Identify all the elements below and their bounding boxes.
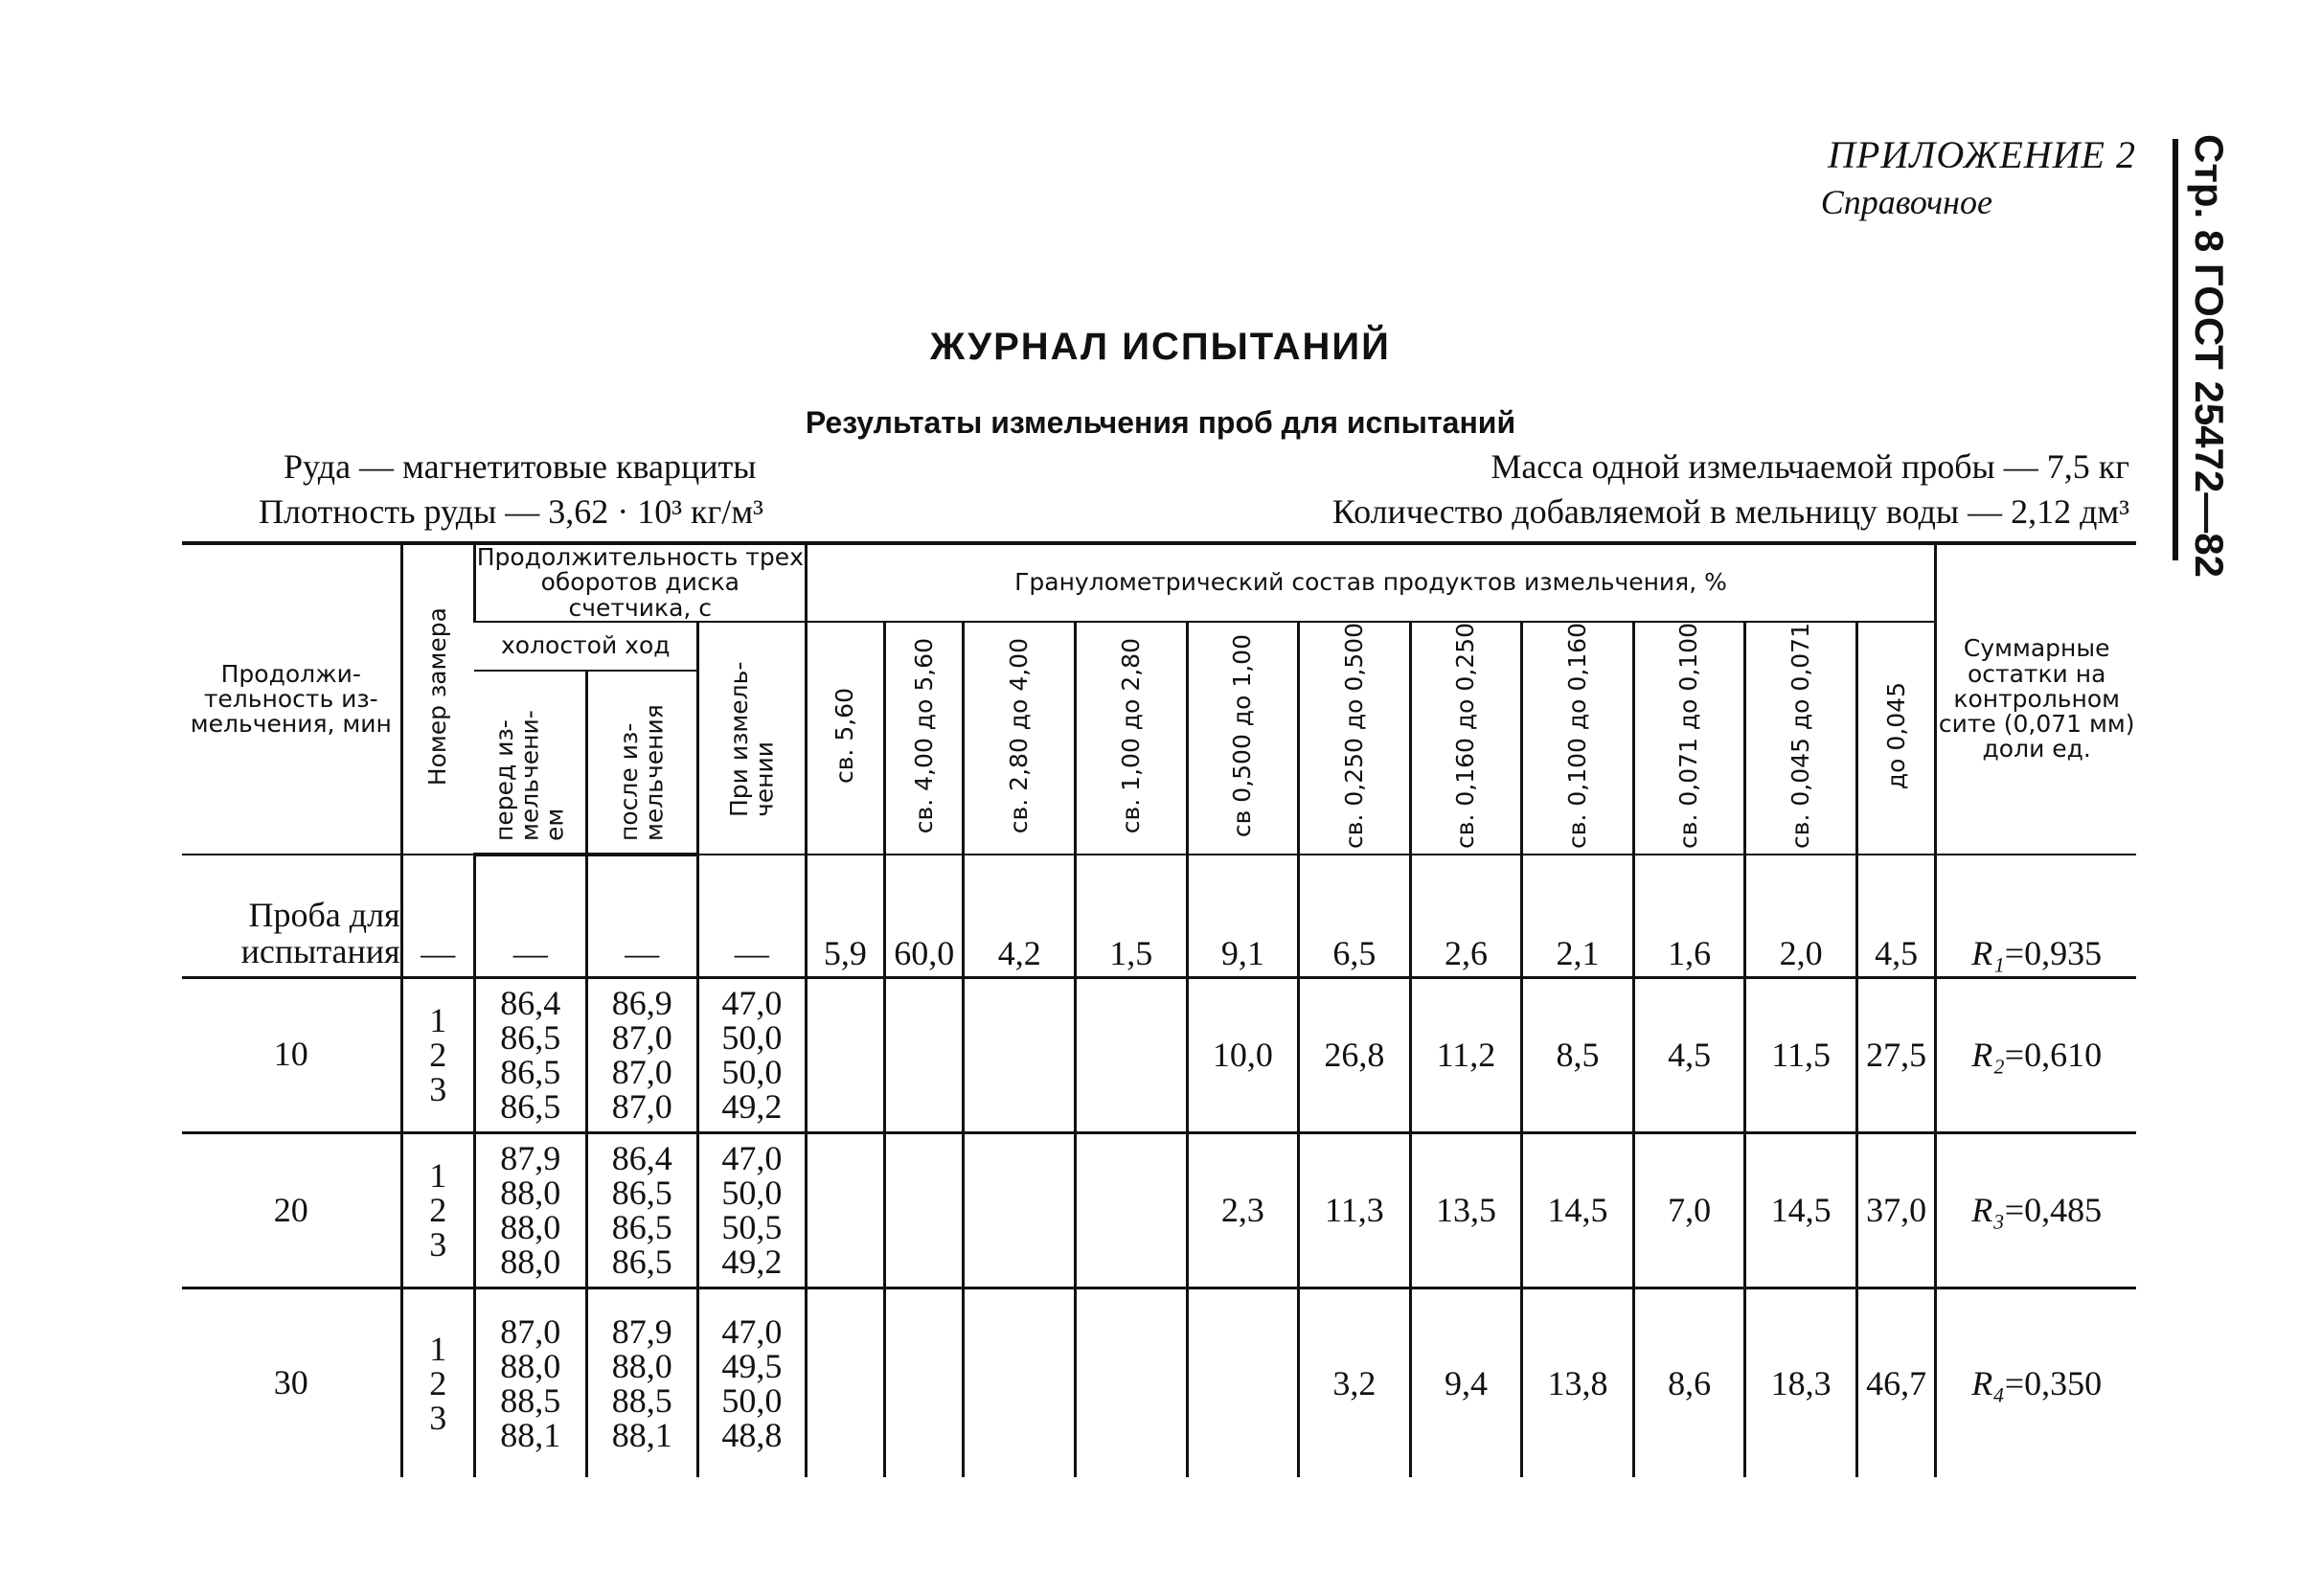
fraction-cell: 8,5 <box>1522 977 1634 1132</box>
row-label: 20 <box>182 1132 401 1288</box>
fraction-cell: 9,4 <box>1410 1288 1522 1477</box>
water-amount: Количество добавляемой в мельницу воды — 2,12 дм³ <box>1331 492 2129 531</box>
fraction-cell: 2,6 <box>1410 855 1522 977</box>
residue-symbol: R₂ <box>1971 1036 2005 1075</box>
residue-value <box>1936 1132 2136 1288</box>
fraction-cell <box>1187 1288 1299 1477</box>
during-stack: 47,0 50,0 50,5 49,2 <box>698 1132 807 1288</box>
before-value: — <box>474 855 586 977</box>
header-idle: холостой ход <box>474 622 697 672</box>
measure-number-stack: 1 2 3 <box>401 1288 474 1477</box>
after-stack: 87,9 88,0 88,5 88,1 <box>586 1288 698 1477</box>
header-fraction-3: св. 2,80 до 4,00 <box>964 622 1076 855</box>
residue-number: =0,485 <box>2004 1191 2103 1230</box>
header-fraction-6: св. 0,250 до 0,500 <box>1299 622 1411 855</box>
header-during: При измель-чении <box>698 622 807 855</box>
test-journal-table <box>182 541 2136 1477</box>
before-stack: 87,0 88,0 88,5 88,1 <box>474 1288 586 1477</box>
sample-mass: Масса одной измельчаемой пробы — 7,5 кг <box>1490 447 2129 486</box>
header-granulometric: Гранулометрический состав продуктов измельчения, % <box>806 543 1936 622</box>
fraction-cell: 1,6 <box>1633 855 1745 977</box>
header-residue: Суммарные остатки на контрольном сите (0,071 мм) доли ед. <box>1936 543 2136 855</box>
residue-value <box>1936 1288 2136 1477</box>
document-title: ЖУРНАЛ ИСПЫТАНИЙ <box>930 326 1391 368</box>
row-label: 10 <box>182 977 401 1132</box>
fraction-cell: 26,8 <box>1299 977 1411 1132</box>
fraction-cell <box>964 1132 1076 1288</box>
residue-symbol: R₁ <box>1971 933 2005 972</box>
fraction-cell: 27,5 <box>1856 977 1935 1132</box>
header-measurement: Номер замера <box>401 543 474 855</box>
fraction-cell: 13,8 <box>1522 1288 1634 1477</box>
fraction-cell: 4,5 <box>1633 977 1745 1132</box>
fraction-cell <box>1075 977 1187 1132</box>
fraction-cell: 60,0 <box>885 855 964 977</box>
fraction-cell: 10,0 <box>1187 977 1299 1132</box>
header-fraction-4: св. 1,00 до 2,80 <box>1075 622 1187 855</box>
side-page-label: Стр. 8 ГОСТ 25472—82 <box>2187 134 2232 578</box>
residue-number: =0,935 <box>2004 933 2103 972</box>
residue-number: =0,350 <box>2004 1364 2103 1402</box>
fraction-cell: 3,2 <box>1299 1288 1411 1477</box>
header-fraction-1: св. 5,60 <box>806 622 884 855</box>
residue-number: =0,610 <box>2004 1036 2103 1075</box>
header-fraction-10: св. 0,045 до 0,071 <box>1745 622 1857 855</box>
fraction-cell <box>806 1288 884 1477</box>
fraction-cell: 11,2 <box>1410 977 1522 1132</box>
fraction-cell <box>1075 1288 1187 1477</box>
measure-number: — <box>401 855 474 977</box>
appendix-title: ПРИЛОЖЕНИЕ 2 <box>1828 133 2136 176</box>
fraction-cell: 46,7 <box>1856 1288 1935 1477</box>
fraction-cell <box>806 1132 884 1288</box>
after-value: — <box>586 855 698 977</box>
fraction-cell: 5,9 <box>806 855 884 977</box>
measure-number-stack: 1 2 3 <box>401 1132 474 1288</box>
fraction-cell: 2,1 <box>1522 855 1634 977</box>
fraction-cell: 37,0 <box>1856 1132 1935 1288</box>
fraction-cell <box>806 977 884 1132</box>
fraction-cell: 4,5 <box>1856 855 1935 977</box>
during-value: — <box>698 855 807 977</box>
header-fraction-5: св 0,500 до 1,00 <box>1187 622 1299 855</box>
fraction-cell: 13,5 <box>1410 1132 1522 1288</box>
row-label: Проба для испытания <box>182 855 401 977</box>
fraction-cell <box>885 1288 964 1477</box>
header-duration: Продолжи-тельность из-мельчения, мин <box>182 543 401 855</box>
header-fraction-2: св. 4,00 до 5,60 <box>885 622 964 855</box>
fraction-cell <box>1075 1132 1187 1288</box>
measure-number-stack: 1 2 3 <box>401 977 474 1132</box>
fraction-cell: 2,0 <box>1745 855 1857 977</box>
fraction-cell: 1,5 <box>1075 855 1187 977</box>
ore-density: Плотность руды — 3,62 · 10³ кг/м³ <box>259 492 763 531</box>
after-stack: 86,9 87,0 87,0 87,0 <box>586 977 698 1132</box>
header-fraction-9: св. 0,071 до 0,100 <box>1633 622 1745 855</box>
header-before: перед из-мельчени-ем <box>474 671 586 855</box>
fraction-cell: 2,3 <box>1187 1132 1299 1288</box>
fraction-cell: 11,5 <box>1745 977 1857 1132</box>
document-subtitle: Результаты измельчения проб для испытаний <box>805 405 1516 440</box>
appendix-subtitle: Справочное <box>1820 183 1992 221</box>
header-fraction-11: до 0,045 <box>1856 622 1935 855</box>
fraction-cell: 11,3 <box>1299 1132 1411 1288</box>
after-stack: 86,4 86,5 86,5 86,5 <box>586 1132 698 1288</box>
fraction-cell: 14,5 <box>1745 1132 1857 1288</box>
fraction-cell <box>964 977 1076 1132</box>
fraction-cell: 18,3 <box>1745 1288 1857 1477</box>
residue-value <box>1936 855 2136 977</box>
residue-symbol: R₃ <box>1971 1191 2005 1230</box>
fraction-cell: 14,5 <box>1522 1132 1634 1288</box>
ore-type: Руда — магнетитовые кварциты <box>284 447 757 486</box>
header-disk-group: Продолжительность трех оборотов диска счетчика, с <box>474 543 806 622</box>
fraction-cell: 9,1 <box>1187 855 1299 977</box>
fraction-cell: 8,6 <box>1633 1288 1745 1477</box>
residue-value <box>1936 977 2136 1132</box>
fraction-cell: 4,2 <box>964 855 1076 977</box>
fraction-cell: 6,5 <box>1299 855 1411 977</box>
header-fraction-8: св. 0,100 до 0,160 <box>1522 622 1634 855</box>
fraction-cell: 7,0 <box>1633 1132 1745 1288</box>
before-stack: 86,4 86,5 86,5 86,5 <box>474 977 586 1132</box>
residue-symbol: R₄ <box>1971 1364 2005 1402</box>
before-stack: 87,9 88,0 88,0 88,0 <box>474 1132 586 1288</box>
during-stack: 47,0 49,5 50,0 48,8 <box>698 1288 807 1477</box>
fraction-cell <box>964 1288 1076 1477</box>
during-stack: 47,0 50,0 50,0 49,2 <box>698 977 807 1132</box>
fraction-cell <box>885 977 964 1132</box>
row-label: 30 <box>273 1363 308 1402</box>
header-after: после из-мельчения <box>586 671 698 855</box>
header-fraction-7: св. 0,160 до 0,250 <box>1410 622 1522 855</box>
fraction-cell <box>885 1132 964 1288</box>
